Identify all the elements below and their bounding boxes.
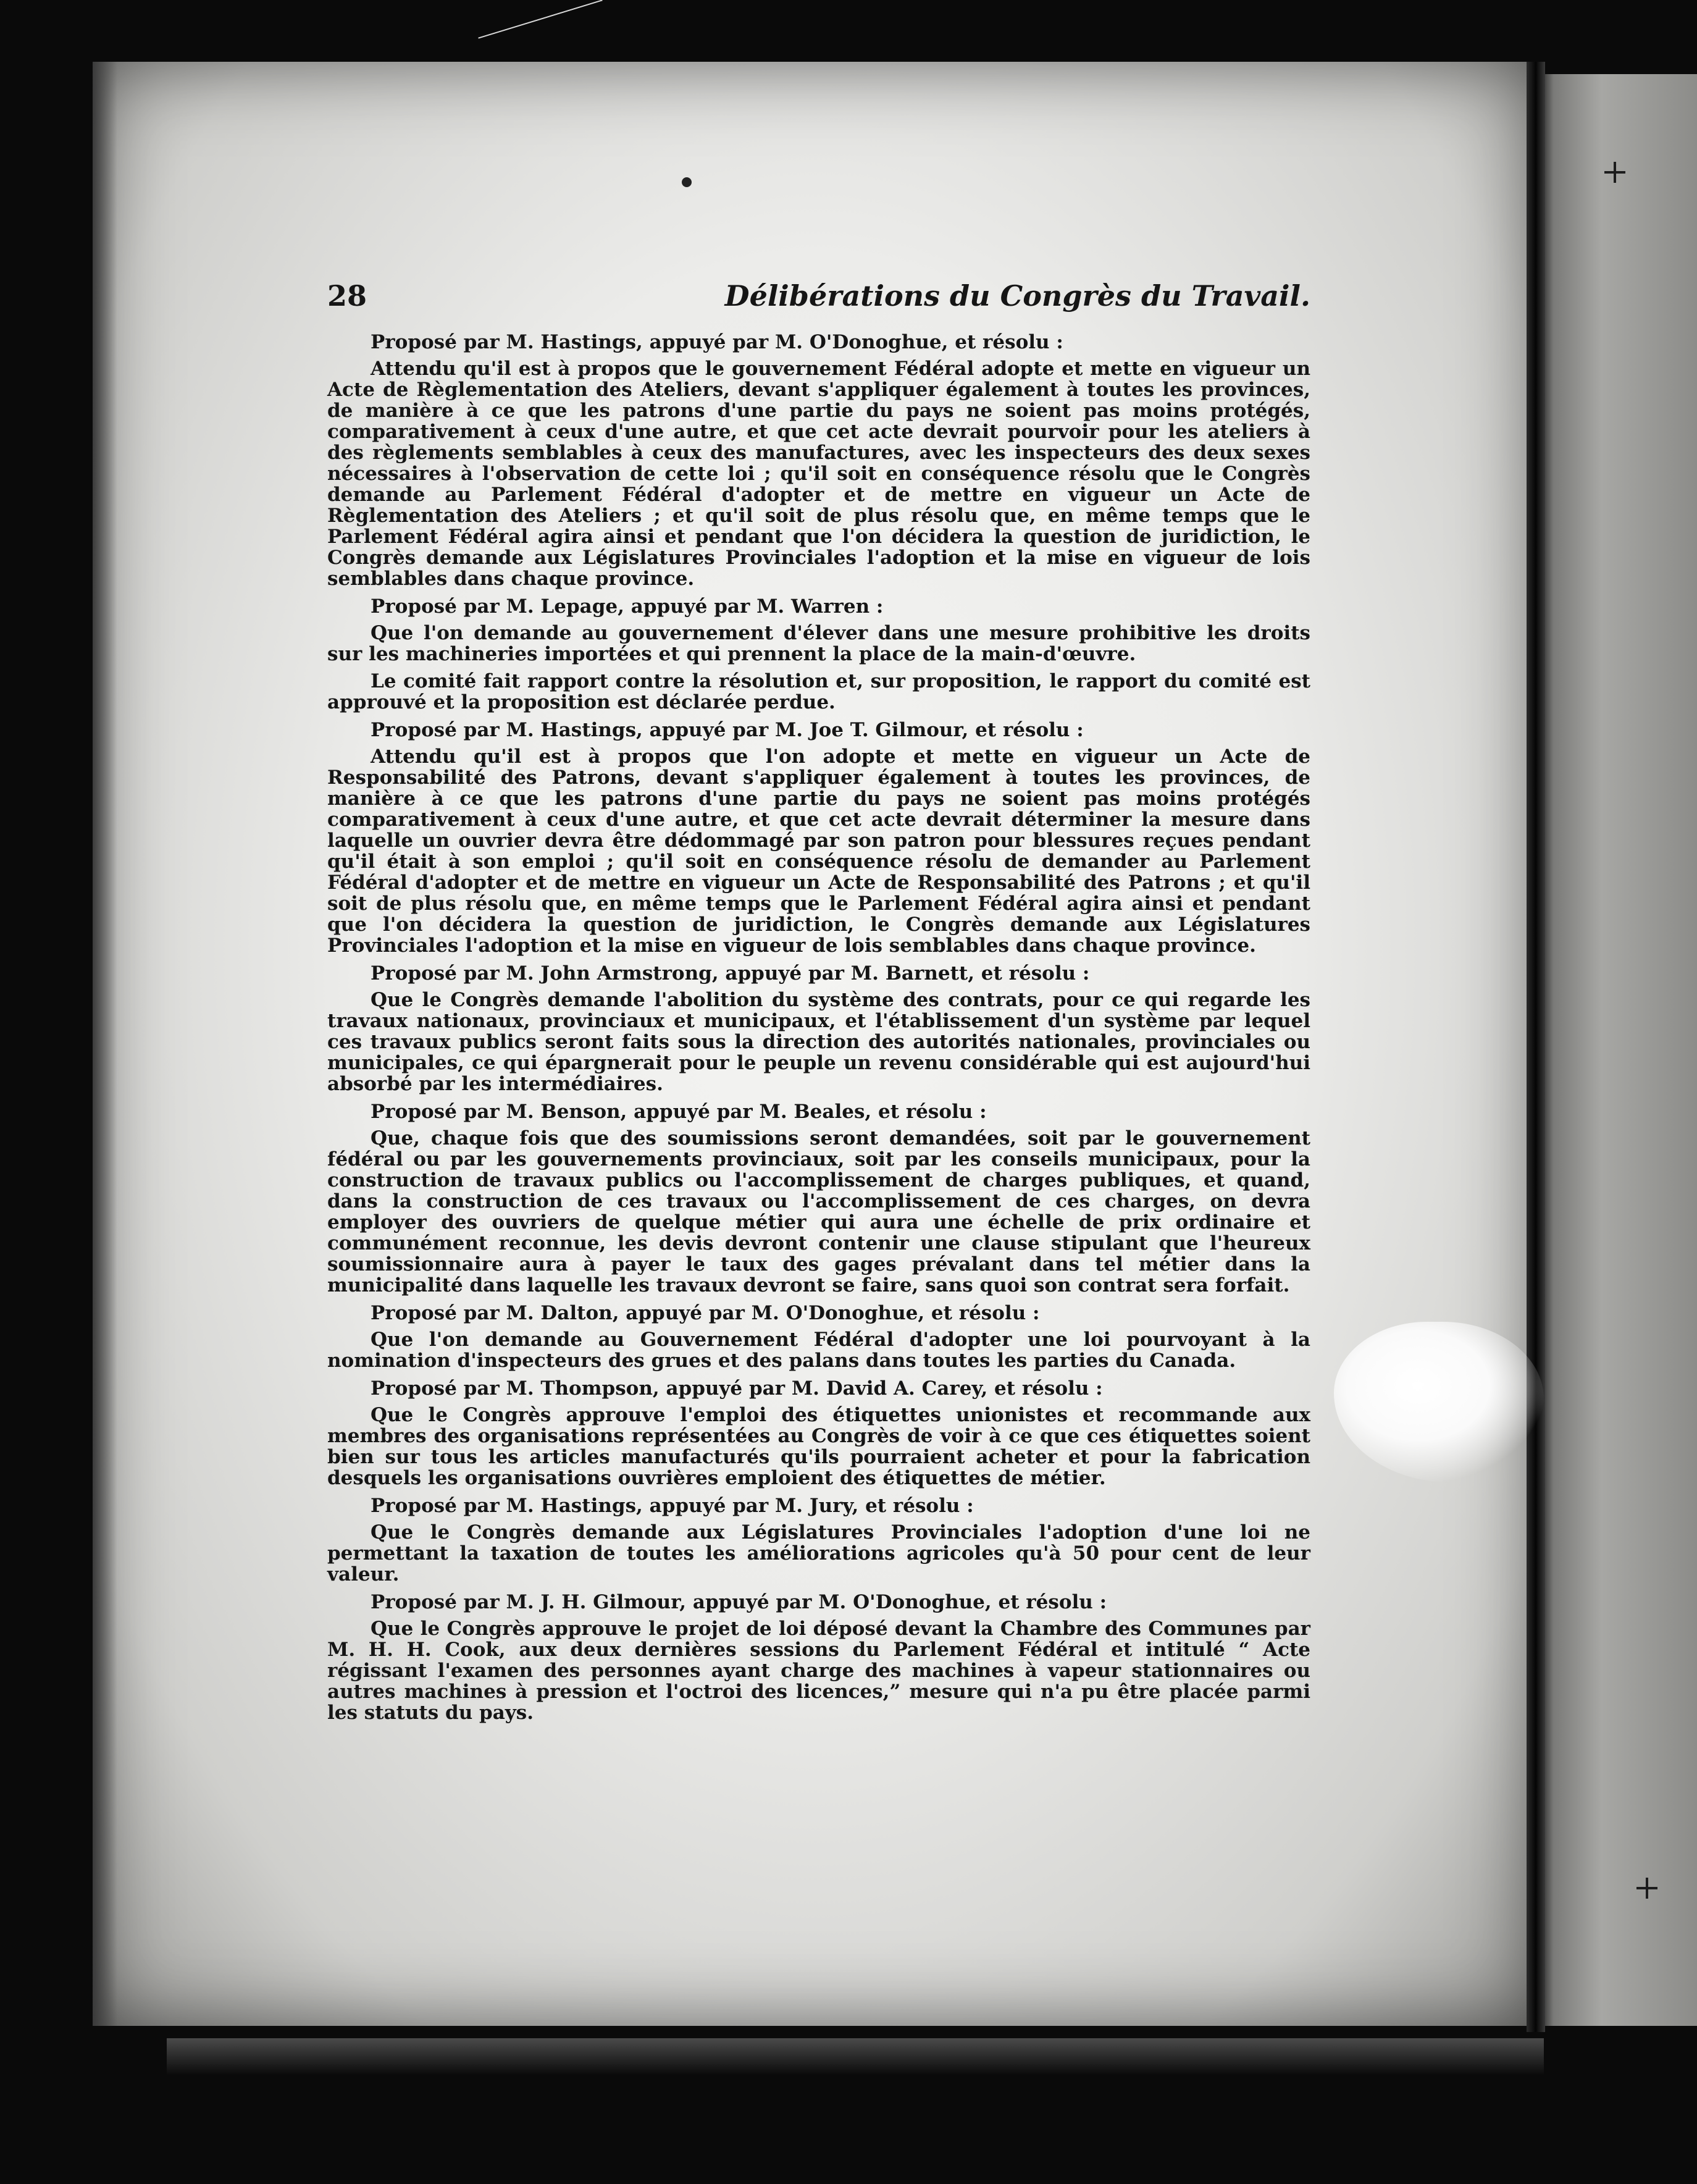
resolution-block <box>327 1495 1310 1585</box>
resolution-text: Que le Congrès approuve l'emploi des étiquettes unionistes et recommande aux membres des organisations représentées au Congrès de voir à ce que ces étiquettes soient bien sur tous les articles manufacturés qu'ils pourraient acheter et pour la fabrication desquels les organisations ouvrières emploient des étiquettes de métier. <box>327 1404 1310 1489</box>
page-bottom-shadow <box>167 2038 1544 2075</box>
resolution-text: Que le Congrès demande l'abolition du système des contrats, pour ce qui regarde les travaux nationaux, provinciaux et municipaux, et l'établissement d'un système par lequel ces travaux publics seront faits sous la direction des autorités nationales, provinciales ou municipales, ce qui épargnerait pour le peuple un revenu considérable qui est aujourd'hui absorbé par les intermédiaires. <box>327 989 1310 1095</box>
motion-line: Proposé par M. Dalton, appuyé par M. O'Donoghue, et résolu : <box>371 1302 1040 1324</box>
resolution-block <box>327 1302 1310 1371</box>
motion-line: Proposé par M. Hastings, appuyé par M. O'Donoghue, et résolu : <box>371 331 1063 353</box>
resolution-block <box>327 962 1310 1094</box>
page-left-edge-shadow <box>93 62 117 2026</box>
resolution-text: Que le Congrès demande aux Législatures Provinciales l'adoption d'une loi ne permettant la taxation de toutes les améliorations agricoles qu'à 50 pour cent de leur valeur. <box>327 1521 1310 1586</box>
motion-line: Proposé par M. Thompson, appuyé par M. David A. Carey, et résolu : <box>371 1377 1103 1400</box>
resolution-text: Attendu qu'il est à propos que le gouvernement Fédéral adopte et mette en vigueur un Acte de Règlementation des Ateliers, devant s'appliquer également à toutes les provinces, de manière à ce que les patrons d'une partie du pays ne soient pas moins protégés, comparativement à ceux d'une autre, et que cet acte devrait pourvoir pour les ateliers à des règlements semblables à ceux des manufactures, avec les inspecteurs des deux sexes nécessaires à l'observation de cette loi ; qu'il soit en conséquence résolu que le Congrès demande au Parlement Fédéral d'adopter et de mettre en vigueur un Acte de Règlementation des Ateliers ; et qu'il soit de plus résolu que, en même temps que le Parlement Fédéral agira ainsi et pendant que l'on décidera la question de juridiction, le Congrès demande aux Législatures Provinciales l'adoption et la mise en vigueur de lois semblables dans chaque province. <box>327 358 1310 590</box>
committee-report-text: Le comité fait rapport contre la résolution et, sur proposition, le rapport du comité est approuvé et la proposition est déclarée perdue. <box>327 670 1310 713</box>
resolution-block <box>327 331 1310 589</box>
resolution-block <box>327 719 1310 956</box>
registration-mark <box>1604 162 1625 183</box>
film-scratch <box>478 0 602 39</box>
committee-report-block <box>327 671 1310 713</box>
book-spine <box>1527 62 1545 2032</box>
page-number: 28 <box>327 279 367 313</box>
resolution-text: Que l'on demande au Gouvernement Fédéral d'adopter une loi pourvoyant à la nomination d'inspecteurs des grues et des palans dans toutes les parties du Canada. <box>327 1329 1310 1372</box>
motion-line: Proposé par M. John Armstrong, appuyé par M. Barnett, et résolu : <box>371 962 1090 985</box>
resolution-text: Que le Congrès approuve le projet de loi déposé devant la Chambre des Communes par M. H. H. Cook, aux deux dernières sessions du Parlement Fédéral et intitulé “ Acte régissant l'examen des personnes ayant charge des machines à vapeur stationnaires ou autres machines à pression et l'octroi des licences,” mesure qui n'a pu être placée parmi les statuts du pays. <box>327 1618 1310 1724</box>
motion-line: Proposé par M. Lepage, appuyé par M. Warren : <box>371 595 884 618</box>
resolution-text: Que l'on demande au gouvernement d'élever dans une mesure prohibitive les droits sur les machineries importées et qui prennent la place de la main-d'œuvre. <box>327 622 1310 665</box>
resolution-block <box>327 1377 1310 1489</box>
motion-line: Proposé par M. J. H. Gilmour, appuyé par M. O'Donoghue, et résolu : <box>371 1591 1107 1613</box>
running-head <box>327 279 1310 319</box>
motion-line: Proposé par M. Benson, appuyé par M. Beales, et résolu : <box>371 1101 987 1123</box>
page-content <box>327 279 1310 1729</box>
ink-dot <box>682 177 692 187</box>
motion-line: Proposé par M. Hastings, appuyé par M. Joe T. Gilmour, et résolu : <box>371 719 1084 741</box>
resolution-block <box>327 595 1310 665</box>
resolution-block <box>327 1101 1310 1296</box>
resolution-text: Que, chaque fois que des soumissions seront demandées, soit par le gouvernement fédéral ou par les gouvernements provinciaux, soit par les conseils municipaux, pour la construction de travaux publics ou l'accomplissement de charges publiques, et quand, dans la construction de ces travaux ou l'accomplissement de ces charges, on devra employer des ouvriers de quelque métier qui aura une échelle de prix ordinaire et communément reconnue, les devis devront contenir une clause stipulant que l'heureux soumissionnaire aura à payer le taux des gages prévalant dans tel métier dans la municipalité dans laquelle les travaux devront se faire, sans quoi son contrat sera forfait. <box>327 1127 1310 1296</box>
running-title: Délibérations du Congrès du Travail. <box>724 279 1310 313</box>
resolution-block <box>327 1591 1310 1723</box>
motion-line: Proposé par M. Hastings, appuyé par M. Jury, et résolu : <box>371 1495 974 1517</box>
resolution-text: Attendu qu'il est à propos que l'on adopte et mette en vigueur un Acte de Responsabilité des Patrons, devant s'appliquer également à toutes les provinces, de manière à ce que les patrons d'une partie du pays ne soient pas moins protégés comparativement à ceux d'une autre, et que cet acte devrait déterminer la mesure dans laquelle un ouvrier devra être dédommagé par son patron pour blessures reçues pendant qu'il était à son emploi ; qu'il soit en conséquence résolu de demander au Parlement Fédéral d'adopter et de mettre en vigueur un Acte de Responsabilité des Patrons ; et qu'il soit de plus résolu que, en même temps que le Parlement Fédéral agira ainsi et pendant que l'on décidera la question de juridiction, le Congrès demande aux Législatures Provinciales l'adoption et la mise en vigueur de lois semblables dans chaque province. <box>327 746 1310 957</box>
adjacent-page-strip <box>1538 74 1697 2026</box>
registration-mark <box>1636 1878 1657 1899</box>
